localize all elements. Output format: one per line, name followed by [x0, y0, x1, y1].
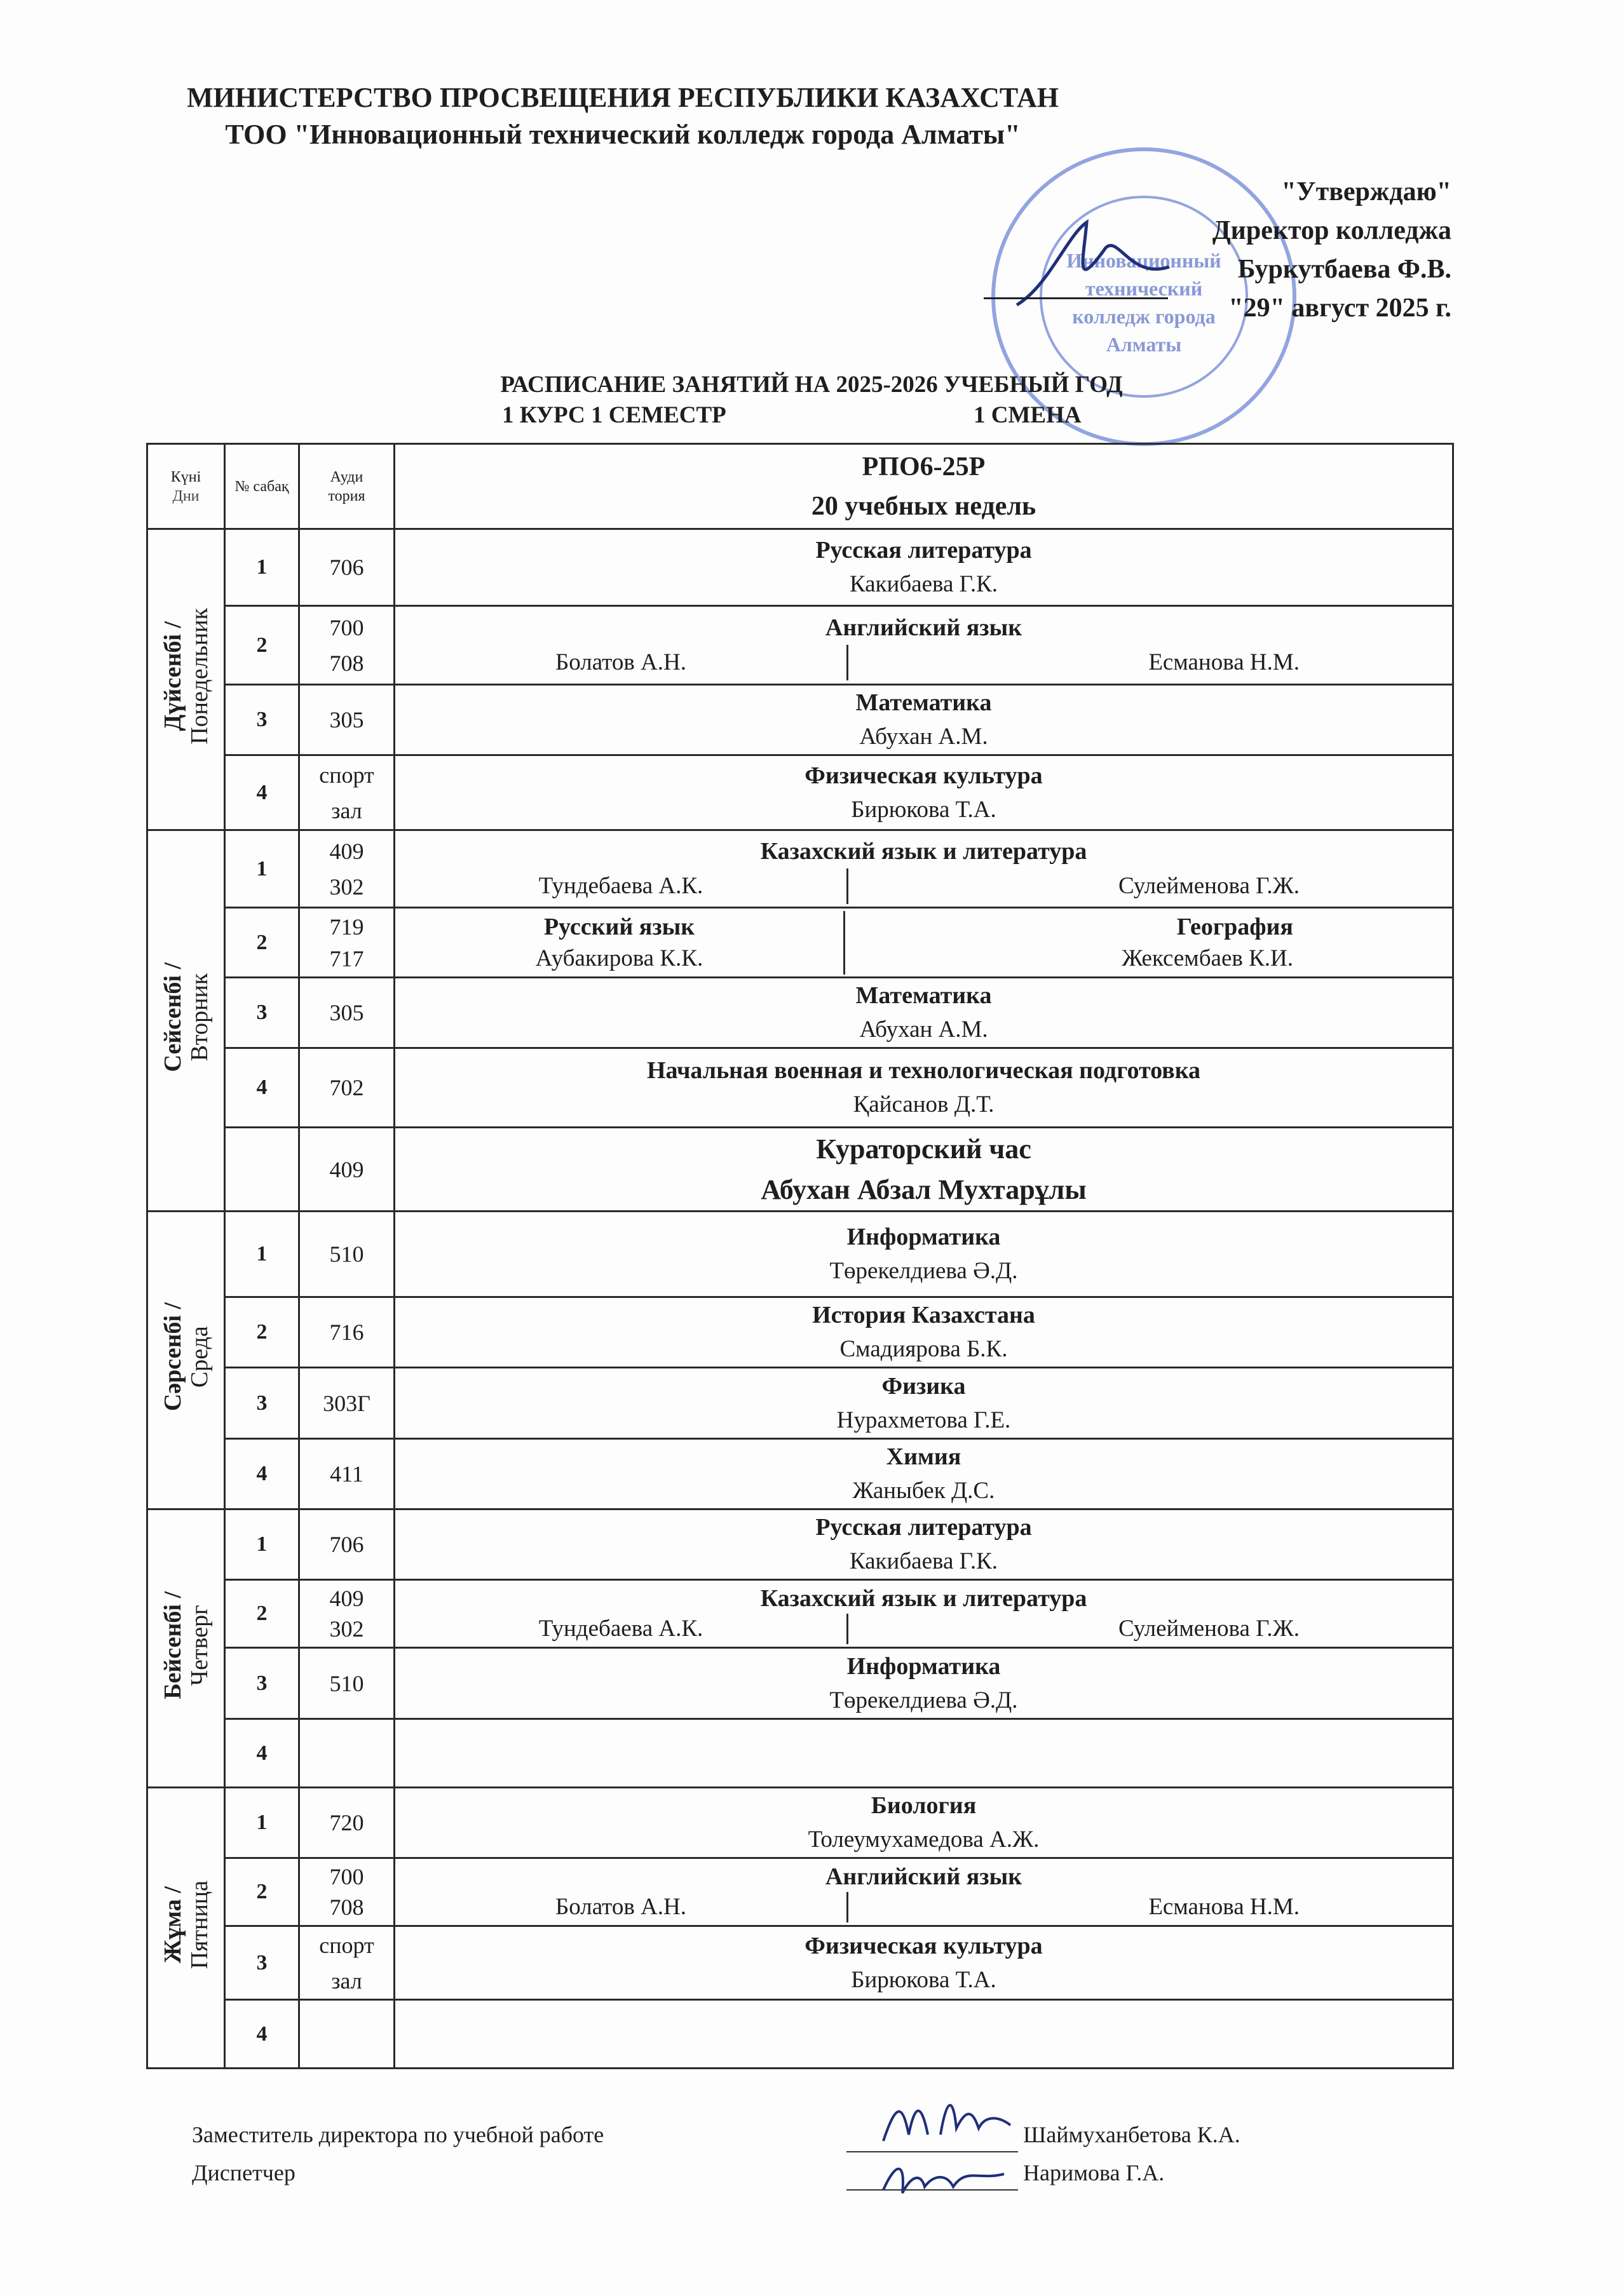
table-row: [147, 685, 1453, 755]
auditorium: 719 717: [299, 908, 395, 978]
auditorium: 303Г: [299, 1368, 395, 1439]
table-row: [147, 1128, 1453, 1212]
curator-hour-cell: Кураторский час Абухан Абзал Мухтарұлы: [395, 1128, 1453, 1212]
schedule-title: РАСПИСАНИЕ ЗАНЯТИЙ НА 2025-2026 УЧЕБНЫЙ ГОД: [500, 372, 1123, 398]
auditorium: 305: [299, 978, 395, 1048]
table-row: [147, 1648, 1453, 1719]
dispatcher-signature: [877, 2155, 1017, 2206]
deputy-signature: [877, 2090, 1017, 2154]
lesson-number: 3: [225, 978, 299, 1048]
lesson-cell-empty: [395, 1719, 1453, 1788]
auditorium: 706: [299, 1509, 395, 1580]
auditorium: 305: [299, 685, 395, 755]
lesson-cell: Математика Абухан А.М.: [395, 685, 1453, 755]
approval-line-1: "Утверждаю": [1281, 177, 1451, 206]
approval-line-2: Директор колледжа: [1212, 216, 1451, 245]
lesson-cell: Химия Жаныбек Д.С.: [395, 1439, 1453, 1509]
lesson-cell: Биология Толеумухамедова А.Ж.: [395, 1788, 1453, 1858]
auditorium: [299, 2000, 395, 2069]
college-title: ТОО "Инновационный технический колледж города Алматы": [225, 119, 1021, 150]
lesson-cell: [395, 908, 1453, 978]
auditorium: [299, 1719, 395, 1788]
lesson-number: 1: [225, 830, 299, 908]
lesson-cell: Русская литература Какибаева Г.К.: [395, 1509, 1453, 1580]
day-wednesday: Сәрсенбі / Среда: [147, 1212, 225, 1509]
lesson-half-left: Русский язык Аубакирова К.К.: [395, 911, 845, 975]
lesson-cell: Начальная военная и технологическая подготовка Қайсанов Д.Т.: [395, 1048, 1453, 1128]
auditorium: 510: [299, 1648, 395, 1719]
auditorium: 706: [299, 529, 395, 606]
table-row: [147, 1926, 1453, 2000]
lesson-cell: Физика Нурахметова Г.Е.: [395, 1368, 1453, 1439]
table-row: [147, 1368, 1453, 1439]
lesson-cell: Информатика Төрекелдиева Ә.Д.: [395, 1648, 1453, 1719]
lesson-cell: Английский язык Болатов А.Н. Есманова Н.М.: [395, 606, 1453, 685]
lesson-cell: Информатика Төрекелдиева Ә.Д.: [395, 1212, 1453, 1297]
footer-roles: [192, 2116, 604, 2192]
lesson-number: 3: [225, 1648, 299, 1719]
auditorium: 409 302: [299, 1580, 395, 1648]
lesson-cell: Казахский язык и литература Тундебаева А.К. Сулейменова Г.Ж.: [395, 1580, 1453, 1648]
auditorium: 510: [299, 1212, 395, 1297]
lesson-cell: Английский язык Болатов А.Н. Есманова Н.М.: [395, 1858, 1453, 1926]
footer-name-deputy: Шаймуханбетова К.А.: [1023, 2122, 1240, 2147]
lesson-cell-empty: [395, 2000, 1453, 2069]
header-day: Күні Дни: [147, 444, 225, 529]
lesson-cell: Физическая культура Бирюкова Т.А.: [395, 755, 1453, 830]
table-row: [147, 755, 1453, 830]
lesson-cell: Казахский язык и литература Тундебаева А.К. Сулейменова Г.Ж.: [395, 830, 1453, 908]
footer-names: [1023, 2116, 1240, 2192]
auditorium: 716: [299, 1297, 395, 1368]
day-thursday: Бейсенбі / Четверг: [147, 1509, 225, 1788]
lesson-number: 3: [225, 685, 299, 755]
lesson-cell: Математика Абухан А.М.: [395, 978, 1453, 1048]
auditorium: 411: [299, 1439, 395, 1509]
lesson-cell: История Казахстана Смадиярова Б.К.: [395, 1297, 1453, 1368]
table-row: [147, 1580, 1453, 1648]
stamp-text: Инновационный технический колледж города Алматы: [1066, 249, 1221, 356]
table-row: [147, 1048, 1453, 1128]
header-group: РПО6-25Р 20 учебных недель: [395, 444, 1453, 529]
lesson-number: 4: [225, 1439, 299, 1509]
header-auditorium: Ауди тория: [299, 444, 395, 529]
table-header-row: [147, 444, 1453, 529]
auditorium: 409 302: [299, 830, 395, 908]
lesson-cell: Русская литература Какибаева Г.К.: [395, 529, 1453, 606]
auditorium: 720: [299, 1788, 395, 1858]
lesson-number: 4: [225, 1719, 299, 1788]
ministry-title: МИНИСТЕРСТВО ПРОСВЕЩЕНИЯ РЕСПУБЛИКИ КАЗАХСТАН: [186, 82, 1059, 113]
day-monday: Дүйсенбі / Понедельник: [147, 529, 225, 830]
footer-role-deputy: Заместитель директора по учебной работе: [192, 2122, 604, 2147]
table-row: [147, 1509, 1453, 1580]
auditorium: спорт зал: [299, 1926, 395, 2000]
table-row: [147, 978, 1453, 1048]
header-lesson-number: № сабақ: [225, 444, 299, 529]
table-row: [147, 1719, 1453, 1788]
approval-line-4: "29" август 2025 г.: [1228, 294, 1451, 323]
lesson-number: 2: [225, 1297, 299, 1368]
lesson-number: 2: [225, 1580, 299, 1648]
footer-name-dispatcher: Наримова Г.А.: [1023, 2160, 1165, 2185]
auditorium: 700 708: [299, 606, 395, 685]
approval-block: [1212, 173, 1451, 328]
course-label: 1 КУРС 1 СЕМЕСТР: [502, 402, 726, 428]
shift-label: 1 СМЕНА: [974, 402, 1082, 428]
table-row: [147, 1788, 1453, 1858]
table-row: [147, 908, 1453, 978]
table-row: [147, 2000, 1453, 2069]
lesson-number: 2: [225, 1858, 299, 1926]
lesson-number: 2: [225, 606, 299, 685]
table-row: [147, 1439, 1453, 1509]
table-row: [147, 529, 1453, 606]
auditorium: 409: [299, 1128, 395, 1212]
lesson-number: 2: [225, 908, 299, 978]
table-row: [147, 1212, 1453, 1297]
timetable: [146, 443, 1454, 2069]
table-row: [147, 1858, 1453, 1926]
lesson-number: 1: [225, 1788, 299, 1858]
table-row: [147, 606, 1453, 685]
lesson-number: 3: [225, 1926, 299, 2000]
auditorium: 702: [299, 1048, 395, 1128]
auditorium: 700 708: [299, 1858, 395, 1926]
lesson-cell: Физическая культура Бирюкова Т.А.: [395, 1926, 1453, 2000]
director-signature: [1010, 210, 1176, 324]
lesson-number: 4: [225, 755, 299, 830]
lesson-number: 3: [225, 1368, 299, 1439]
table-row: [147, 1297, 1453, 1368]
lesson-number: 1: [225, 529, 299, 606]
auditorium: спорт зал: [299, 755, 395, 830]
day-tuesday: Сейсенбі / Вторник: [147, 830, 225, 1212]
lesson-half-right: География Жексембаев К.И.: [1122, 913, 1293, 971]
lesson-number: 4: [225, 1048, 299, 1128]
day-friday: Жұма / Пятница: [147, 1788, 225, 2069]
lesson-number: 1: [225, 1509, 299, 1580]
lesson-number: 1: [225, 1212, 299, 1297]
approval-underline: [984, 297, 1168, 299]
approval-line-3: Буркутбаева Ф.В.: [1237, 255, 1451, 284]
lesson-number: 4: [225, 2000, 299, 2069]
table-row: [147, 830, 1453, 908]
footer-role-dispatcher: Диспетчер: [192, 2160, 295, 2185]
lesson-number: [225, 1128, 299, 1212]
